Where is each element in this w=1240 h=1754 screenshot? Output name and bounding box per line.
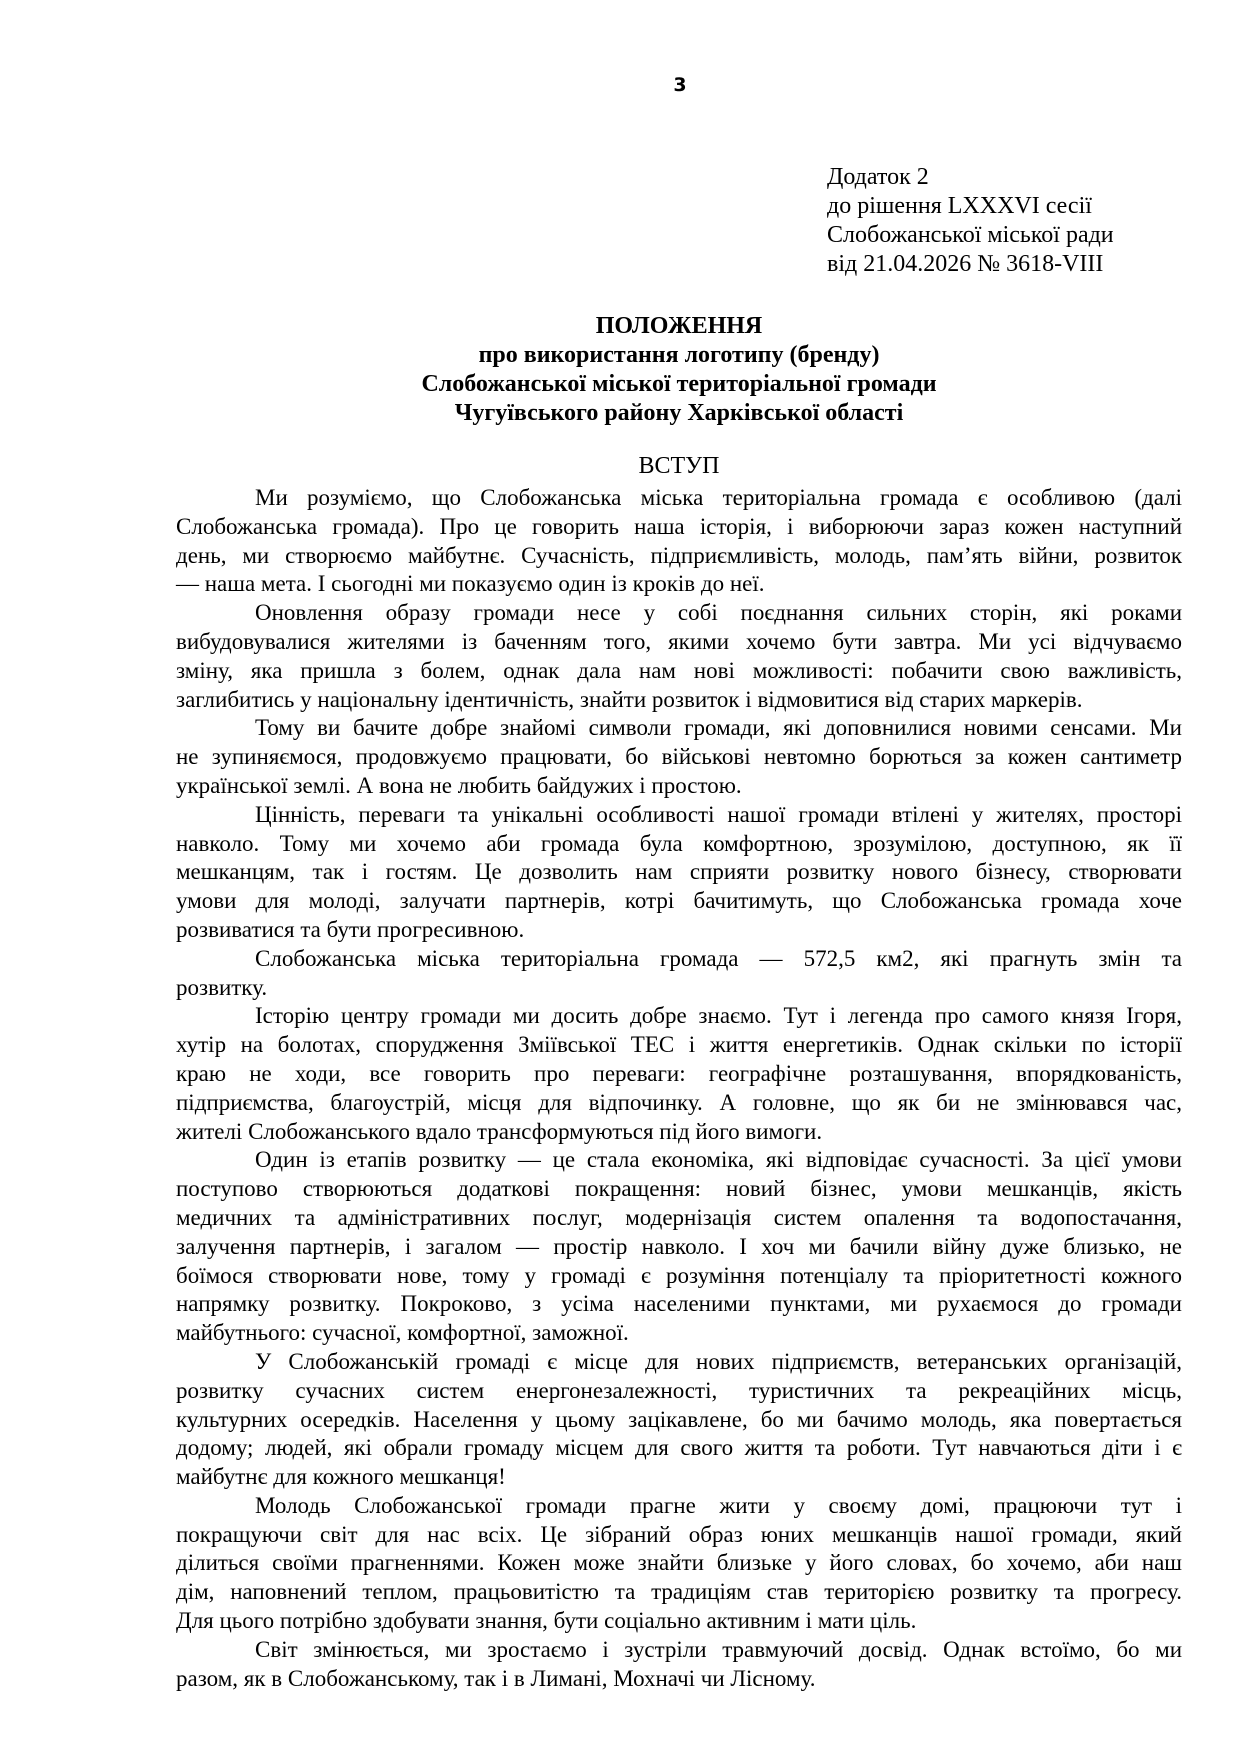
paragraph-line: Один із етапів розвитку — це стала економіка, які відповідає сучасності. За цієї умови bbox=[255, 1147, 1182, 1173]
paragraph-line: розвитку. bbox=[176, 974, 268, 1000]
paragraph-line: Цінність, переваги та унікальні особливості нашої громади втілені у жителях, просторі bbox=[255, 801, 1182, 827]
paragraph-line: мешканцям, так і гостям. Це дозволить нам сприяти розвитку нового бізнесу, створювати bbox=[176, 859, 1182, 885]
addendum-line: Додаток 2 bbox=[827, 164, 929, 190]
paragraph-line: медичних та адміністративних послуг, модернізація систем опалення та водопостачання, bbox=[176, 1204, 1182, 1230]
paragraph-line: Світ змінюється, ми зростаємо і зустріли травмуючий досвід. Однак встоїмо, бо ми bbox=[255, 1636, 1182, 1662]
paragraph-line: зміну, яка пришла з болем, однак дала нам нові можливості: побачити свою важливість, bbox=[176, 657, 1182, 683]
paragraph bbox=[176, 1002, 1182, 1146]
paragraph-line: — наша мета. І сьогодні ми показуємо один із кроків до неї. bbox=[176, 571, 765, 597]
paragraph-line: Тому ви бачите добре знайомі символи громади, які доповнилися новими сенсами. Ми bbox=[255, 715, 1182, 741]
paragraph-line: Слобожанська міська територіальна громада — 572,5 км2, які прагнуть змін та bbox=[255, 945, 1182, 971]
addendum-block bbox=[827, 163, 1114, 279]
paragraph-line: напрямку розвитку. Покроково, з усіма населеними пунктами, ми рухаємося до громади bbox=[176, 1291, 1182, 1317]
document-subtitle-line: Слобожанської міської територіальної громади bbox=[421, 371, 937, 397]
document-title: ПОЛОЖЕННЯ bbox=[595, 313, 763, 339]
paragraph bbox=[176, 1492, 1182, 1636]
paragraph-line: майбутнього: сучасної, комфортної, заможної. bbox=[176, 1320, 629, 1346]
paragraph-line: умови для молоді, залучати партнерів, котрі бачитимуть, що Слобожанська громада хоче bbox=[176, 888, 1182, 914]
paragraph bbox=[176, 1146, 1182, 1348]
paragraph-line: поступово створюються додаткові покращення: новий бізнес, умови мешканців, якість bbox=[176, 1176, 1182, 1202]
paragraph-line: Для цього потрібно здобувати знання, бути соціально активним і мати ціль. bbox=[176, 1608, 917, 1634]
paragraph-line: культурних осередків. Населення у цьому зацікавлене, бо ми бачимо молодь, яка повертається bbox=[176, 1406, 1182, 1432]
document-body bbox=[176, 484, 1182, 1693]
paragraph bbox=[176, 801, 1182, 945]
paragraph-line: разом, як в Слобожанському, так і в Лимані, Мохначі чи Лісному. bbox=[176, 1665, 816, 1691]
paragraph-line: жителі Слобожанського вдало трансформуються під його вимоги. bbox=[176, 1118, 823, 1144]
page-number: 3 bbox=[673, 74, 687, 96]
paragraph bbox=[176, 599, 1182, 714]
addendum-line: до рішення LXXXVI сесії bbox=[827, 193, 1092, 219]
addendum-line: Слобожанської міської ради bbox=[827, 222, 1114, 248]
paragraph-line: розвиватися та бути прогресивною. bbox=[176, 916, 525, 942]
paragraph-line: навколо. Тому ми хочемо аби громада була комфортною, зрозумілою, доступною, як її bbox=[176, 830, 1182, 856]
paragraph-line: додому; людей, які обрали громаду місцем для свого життя та роботи. Тут навчаються діти і є bbox=[176, 1435, 1182, 1461]
paragraph-line: Ми розуміємо, що Слобожанська міська територіальна громада є особливою (далі bbox=[255, 485, 1182, 510]
paragraph-line: залучення партнерів, і загалом — простір навколо. І хоч ми бачили війну дуже близько, не bbox=[176, 1233, 1182, 1259]
paragraph-line: української землі. А вона не любить байдужих і простою. bbox=[176, 772, 742, 798]
paragraph-line: день, ми створюємо майбутнє. Сучасність, підприємливість, молодь, пам’ять війни, розвиток bbox=[176, 542, 1182, 568]
paragraph-line: майбутнє для кожного мешканця! bbox=[176, 1464, 506, 1490]
paragraph-line: Молодь Слобожанської громади прагне жити у своєму домі, працюючи тут і bbox=[255, 1492, 1182, 1518]
paragraph-line: вибудовувалися жителями із баченням того, якими хочемо бути завтра. Ми усі відчуваємо bbox=[176, 628, 1182, 654]
paragraph-line: ділиться своїми прагненнями. Кожен може знайти близьке у його словах, бо хочемо, аби наш bbox=[176, 1550, 1182, 1576]
paragraph-line: краю не ходи, все говорить про переваги: географічне розташування, впорядкованість, bbox=[176, 1060, 1182, 1086]
paragraph bbox=[176, 484, 1182, 599]
paragraph bbox=[176, 1636, 1182, 1694]
paragraph-line: дім, наповнений теплом, працьовитістю та традиціям став територією розвитку та прогресу. bbox=[176, 1579, 1182, 1605]
paragraph-line: підприємства, благоустрій, місця для відпочинку. А головне, що як би не змінювався час, bbox=[176, 1089, 1182, 1115]
paragraph-line: не зупиняємося, продовжуємо працювати, бо військові невтомно борються за кожен сантиметр bbox=[176, 744, 1182, 770]
document-title-block bbox=[176, 312, 1182, 428]
paragraph-line: Історію центру громади ми досить добре знаємо. Тут і легенда про самого князя Ігоря, bbox=[255, 1003, 1182, 1029]
paragraph-line: розвитку сучасних систем енергонезалежності, туристичних та рекреаційних місць, bbox=[176, 1377, 1182, 1403]
paragraph bbox=[176, 1348, 1182, 1492]
document-subtitle-line: про використання логотипу (бренду) bbox=[478, 342, 880, 368]
paragraph-line: Слобожанська громада). Про це говорить наша історія, і виборюючи зараз кожен наступний bbox=[176, 513, 1182, 539]
paragraph bbox=[176, 945, 1182, 1003]
paragraph bbox=[176, 714, 1182, 800]
paragraph-line: У Слобожанській громаді є місце для нових підприємств, ветеранських організацій, bbox=[255, 1348, 1182, 1374]
addendum-line: від 21.04.2026 № 3618-VIII bbox=[827, 251, 1104, 277]
paragraph-line: боїмося створювати нове, тому у громаді є розуміння потенціалу та пріоритетності кожного bbox=[176, 1262, 1182, 1288]
paragraph-line: Оновлення образу громади несе у собі поєднання сильних сторін, які роками bbox=[255, 600, 1182, 626]
paragraph-line: покращуючи світ для нас всіх. Це зібраний образ юних мешканців нашої громади, який bbox=[176, 1521, 1182, 1547]
section-heading: ВСТУП bbox=[638, 453, 720, 479]
paragraph-line: заглибитись у національну ідентичність, знайти розвиток і відмовитися від старих маркерів. bbox=[176, 686, 1083, 712]
paragraph-line: хутір на болотах, спорудження Зміївської ТЕС і життя енергетиків. Однак скільки по історії bbox=[176, 1032, 1182, 1058]
document-subtitle-line: Чугуївського району Харківської області bbox=[454, 400, 904, 426]
